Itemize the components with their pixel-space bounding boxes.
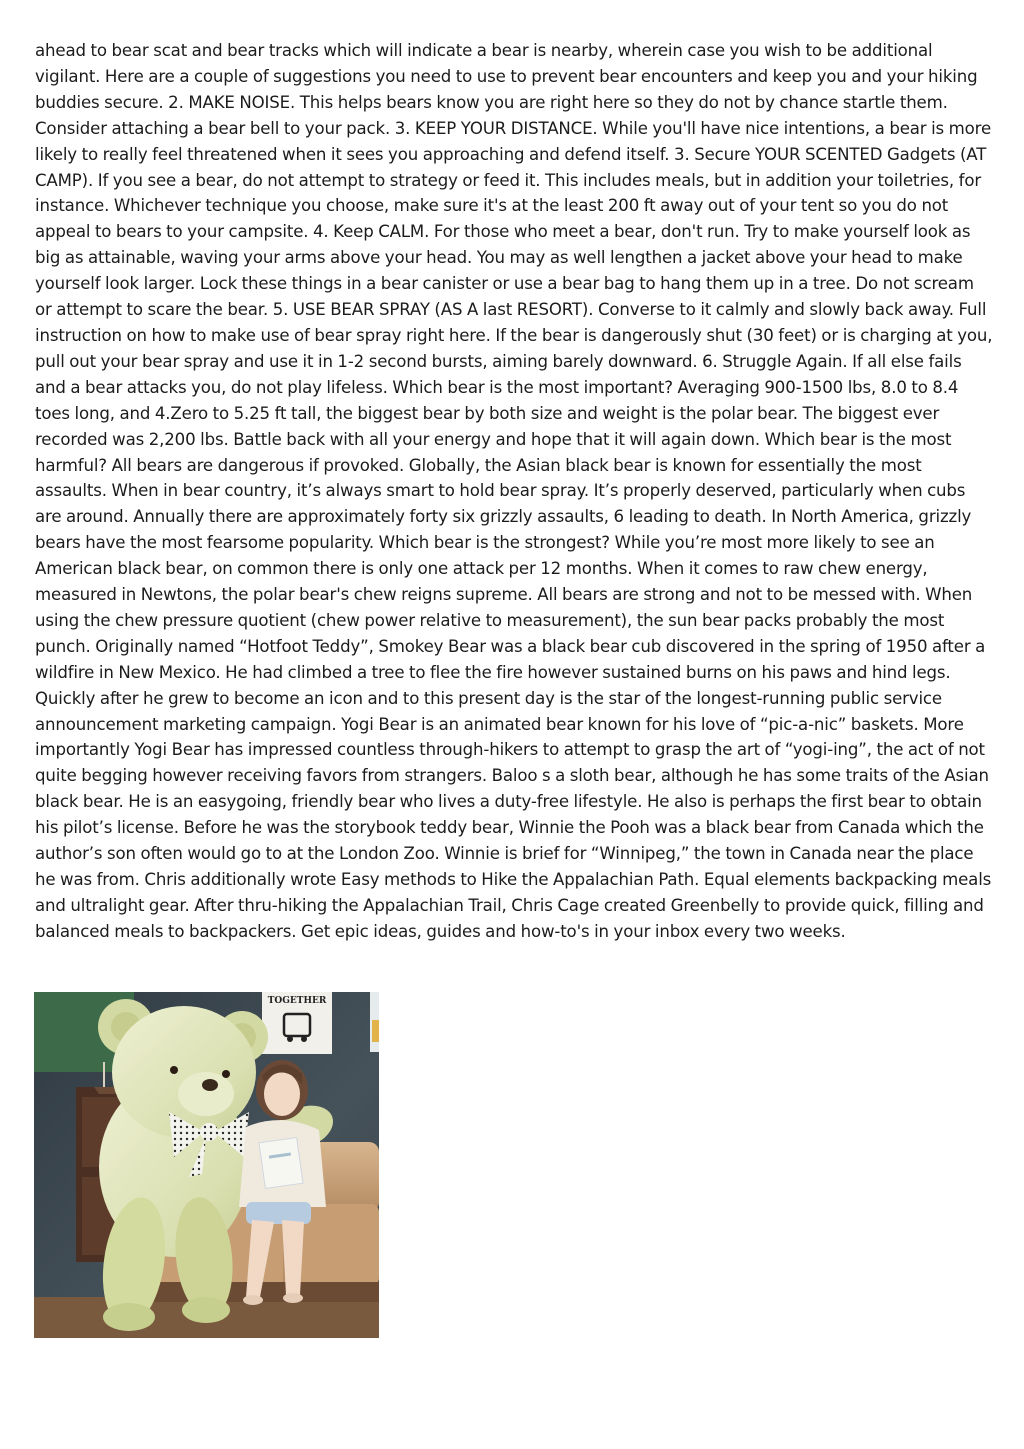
bow-knot: [200, 1123, 218, 1141]
bear-photo-illustration: [34, 992, 379, 1338]
bear-photo: [34, 992, 379, 1338]
teddy-bear-muzzle: [178, 1072, 234, 1116]
poster-text: TOGETHER: [267, 996, 327, 1006]
teddy-bear-nose: [202, 1079, 218, 1091]
article-paragraph: ahead to bear scat and bear tracks which will indicate a bear is nearby, wherein case you wish to be additional vigilant. Here are a couple of suggestions you need to use to prevent bear encounters and keep you and your hiking buddies secure. 2. MAKE NOISE. This helps bears know you are right here so they do not by chance startle them. Consider attaching a bear bell to your pack. 3. KEEP YOUR DISTANCE. While you'll have nice intentions, a bear is more likely to really feel threatened when it sees you approaching and defend itself. 3. Secure YOUR SCENTED Gadgets (AT CAMP). If you see a bear, do not attempt to strategy or feed it. This includes meals, but in addition your toiletries, for instance. Whichever technique you choose, make sure it's at the least 200 ft away out of your tent so you do not appeal to bears to your campsite. 4. Keep CALM. For those who meet a bear, don't run. Try to make yourself look as big as attainable, waving your arms above your head. You may as well lengthen a jacket above your head to make yourself look larger. Lock these things in a bear canister or use a bear bag to hang them up in a tree. Do not scream or attempt to scare the bear. 5. USE BEAR SPRAY (AS A last RESORT). Converse to it calmly and slowly back away. Full instruction on how to make use of bear spray right here. If the bear is dangerously shut (30 feet) or is charging at you, pull out your bear spray and use it in 1-2 second bursts, aiming barely downward. 6. Struggle Again. If all else fails and a bear attacks you, do not play lifeless. Which bear is the most important? Averaging 900-1500 lbs, 8.0 to 8.4 toes long, and 4.Zero to 5.25 ft tall, the biggest bear by both size and weight is the polar bear. The biggest ever recorded was 2,200 lbs. Battle back with all your energy and hope that it will again down. Which bear is the most harmful? All bears are dangerous if provoked. Globally, the Asian black bear is known for essentially the most assaults. When in bear country, it’s always smart to hold bear spray. It’s properly deserved, particularly when cubs are around. Annually there are approximately forty six grizzly assaults, 6 leading to death. In North America, grizzly bears have the most fearsome popularity. Which bear is the strongest? While you’re most more likely to see an American black bear, on common there is only one attack per 12 months. When it comes to raw chew energy, measured in Newtons, the polar bear's chew reigns supreme. All bears are strong and not to be messed with. When using the chew pressure quotient (chew power relative to measurement), the sun bear packs probably the most punch. Originally named “Hotfoot Teddy”, Smokey Bear was a black bear cub discovered in the spring of 1950 after a wildfire in New Mexico. He had climbed a tree to flee the fire however sustained burns on his paws and hind legs. Quickly after he grew to become an icon and to this present day is the star of the longest-running public service announcement marketing campaign. Yogi Bear is an animated bear known for his love of “pic-a-nic” baskets. More importantly Yogi Bear has impressed countless through-hikers to attempt to grasp the art of “yogi-ing”, the act of not quite begging however receiving favors from strangers. Baloo s a sloth bear, although he has some traits of the Asian black bear. He is an easygoing, friendly bear who lives a duty-free lifestyle. He also is perhaps the first bear to obtain his pilot’s license. Before he was the storybook teddy bear, Winnie the Pooh was a black bear from Canada which the author’s son often would go to at the London Zoo. Winnie is brief for “Winnipeg,” the town in Canada near the place he was from. Chris additionally wrote Easy methods to Hike the Appalachian Path. Equal elements backpacking meals and ultralight gear. After thru-hiking the Appalachian Trail, Chris Cage created Greenbelly to provide quick, filling and balanced meals to backpackers. Get epic ideas, guides and how-to's in your inbox every two weeks.: [35, 41, 993, 941]
woman-face: [264, 1072, 300, 1116]
teddy-bear-eye-right: [222, 1070, 230, 1078]
teddy-bear-eye-left: [170, 1066, 178, 1074]
teddy-bear-head: [112, 1006, 256, 1138]
book: [259, 1138, 303, 1189]
